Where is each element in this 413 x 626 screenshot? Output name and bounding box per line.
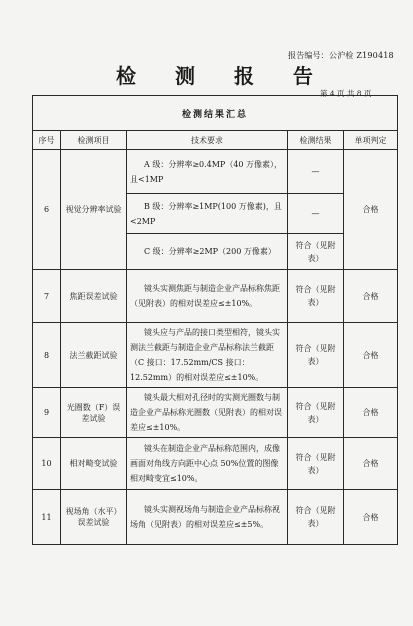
row-number: 7 <box>33 270 61 323</box>
test-result: 符合（见附表） <box>288 438 344 490</box>
report-number: 报告编号：公沪检 Z190418 <box>288 51 394 60</box>
item-verdict: 合格 <box>344 490 398 545</box>
test-result: — <box>288 150 344 194</box>
test-result: 符合（见附表） <box>288 270 344 323</box>
row-number: 6 <box>33 150 61 270</box>
column-header-requirement: 技术要求 <box>127 131 288 150</box>
table-header-row <box>33 131 398 150</box>
item-verdict: 合格 <box>344 438 398 490</box>
test-item: 焦距误差试验 <box>61 270 127 323</box>
column-header-result: 检测结果 <box>288 131 344 150</box>
technical-requirement: 镜头在制造企业产品标称范围内，成像画面对角线方向距中心点 50%位置的图像相对畸变宜≤10%。 <box>127 438 288 490</box>
row-number: 10 <box>33 438 61 490</box>
test-result: 符合（见附表） <box>288 490 344 545</box>
test-item: 光圈数（F）误差试验 <box>61 388 127 438</box>
technical-requirement: B 级：分辨率≥1MP(100 万像素)，且<2MP <box>127 194 288 234</box>
table-title: 检测结果汇总 <box>33 96 398 131</box>
results-summary-table <box>32 95 398 545</box>
row-number: 11 <box>33 490 61 545</box>
test-item: 相对畸变试验 <box>61 438 127 490</box>
item-verdict: 合格 <box>344 150 398 270</box>
test-result: 符合（见附表） <box>288 388 344 438</box>
column-header-no: 序号 <box>33 131 61 150</box>
technical-requirement: A 级：分辨率≥0.4MP（40 万像素），且<1MP <box>127 150 288 194</box>
item-verdict: 合格 <box>344 388 398 438</box>
document-title: 检 测 报 告 <box>116 64 329 88</box>
test-item: 视场角（水平）误差试验 <box>61 490 127 545</box>
technical-requirement: C 级：分辨率≥2MP（200 万像素） <box>127 234 288 270</box>
page-indicator: 第 4 页 共 8 页 <box>320 89 372 98</box>
technical-requirement: 镜头实测视场角与制造企业产品标称视场角（见附表）的相对误差应≤±5%。 <box>127 490 288 545</box>
table-row <box>33 388 398 438</box>
item-verdict: 合格 <box>344 323 398 388</box>
test-item: 法兰截距试验 <box>61 323 127 388</box>
row-number: 8 <box>33 323 61 388</box>
technical-requirement: 镜头应与产品的接口类型相符，镜头实测法兰截距与制造企业产品标称法兰截距（C 接口：17.52mm/CS 接口：12.52mm）的相对误差应≤±10%。 <box>127 323 288 388</box>
table-row <box>33 150 398 194</box>
column-header-verdict: 单项判定 <box>344 131 398 150</box>
test-result: 符合（见附表） <box>288 323 344 388</box>
test-result: — <box>288 194 344 234</box>
table-row <box>33 323 398 388</box>
table-row <box>33 270 398 323</box>
row-number: 9 <box>33 388 61 438</box>
column-header-item: 检测项目 <box>61 131 127 150</box>
table-row <box>33 490 398 545</box>
table-row <box>33 438 398 490</box>
test-result: 符合（见附表） <box>288 234 344 270</box>
technical-requirement: 镜头最大相对孔径时的实测光圈数与制造企业产品标称光圈数（见附表）的相对误差应≤±10%。 <box>127 388 288 438</box>
test-item: 视觉分辨率试验 <box>61 150 127 270</box>
technical-requirement: 镜头实测焦距与制造企业产品标称焦距（见附表）的相对误差应≤±10%。 <box>127 270 288 323</box>
item-verdict: 合格 <box>344 270 398 323</box>
